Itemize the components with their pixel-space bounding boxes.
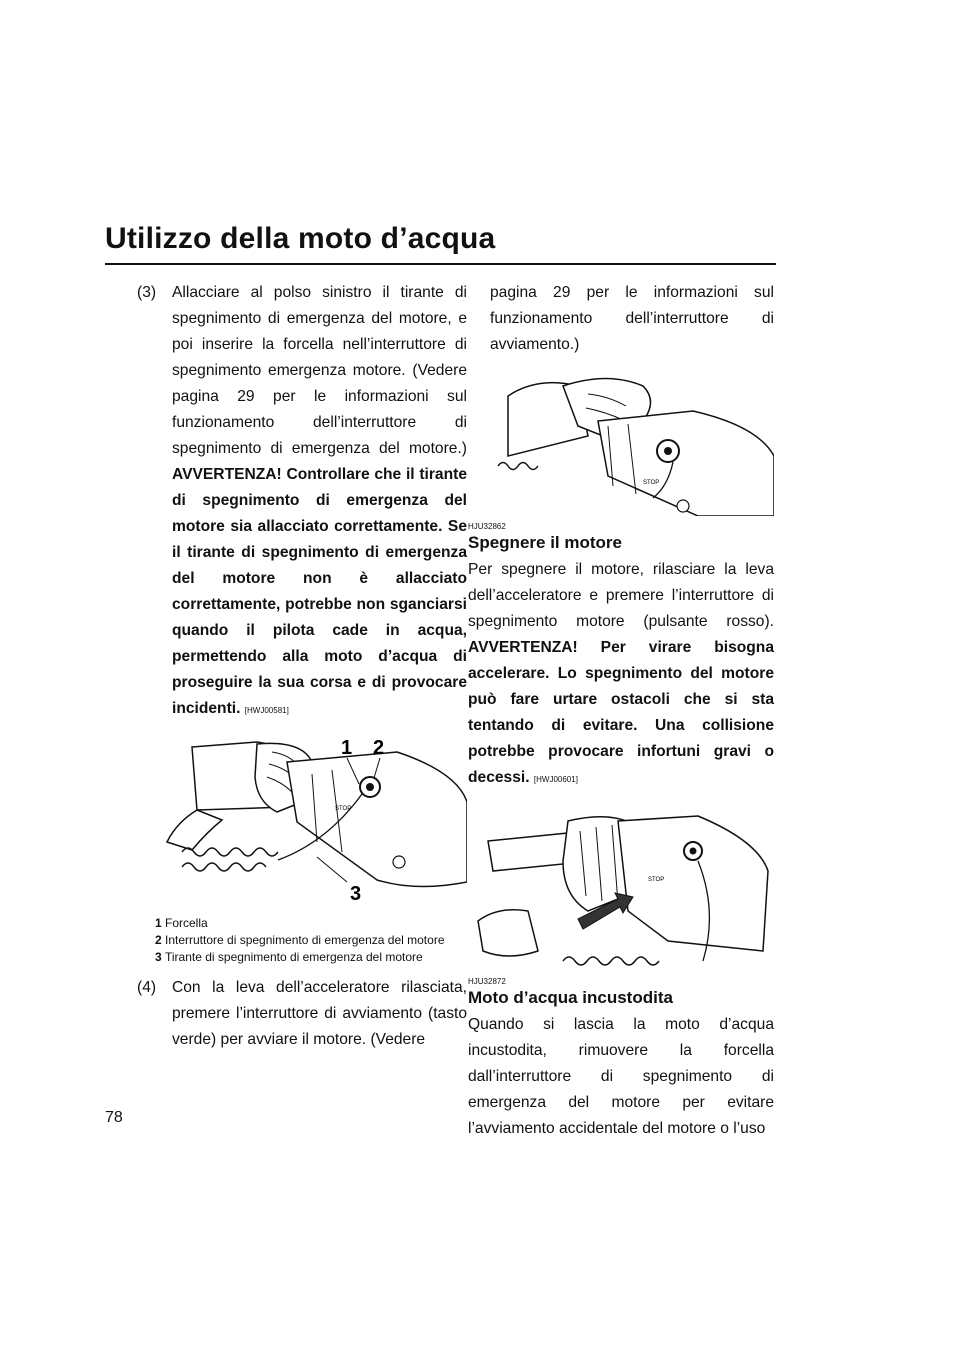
stop-label: STOP xyxy=(643,480,660,486)
coiled-cord xyxy=(498,463,538,470)
legend-item: 1 Forcella xyxy=(155,916,208,930)
callout-3: 3 xyxy=(350,883,362,905)
section-2-text: Quando si lascia la moto d’acqua incustodita, rimuovere la forcella dall’interruttore di spegnimento di emergenza del motore per evitare l’avviamento accidentale del motore o l’uso xyxy=(468,1016,774,1137)
page-number: 78 xyxy=(105,1109,123,1126)
figure-engine-shutoff-cord xyxy=(137,732,467,912)
stop-label: STOP xyxy=(335,806,352,812)
section-title-unattended: Moto d’acqua incustodita xyxy=(468,988,673,1007)
legend-item: 3 Tirante di spegnimento di emergenza del motore xyxy=(155,950,423,964)
title-rule xyxy=(105,263,776,265)
section-1-text: Per spegnere il motore, rilasciare la leva dell’acceleratore e premere l’interruttore di spegnimento motore (pulsante rosso). xyxy=(468,561,774,630)
legend-item: 2 Interruttore di spegnimento di emergenza del motore xyxy=(155,933,445,947)
coiled-cord xyxy=(182,848,278,856)
step-3-text: Allacciare al polso sinistro il tirante di spegnimento di emergenza del motore, e poi inserire la forcella nell’interruttore di spegnimento emergenza motore. (Vedere pagina 29 per le informazioni sul funzionamento dell’interruttore di spegnimento di emergenza del motore.) xyxy=(172,284,467,457)
step-3-warning-code: [HWJ00581] xyxy=(244,706,289,715)
handlebar-housing xyxy=(287,752,467,887)
step-3-number: (3) xyxy=(137,284,157,301)
step-4-number: (4) xyxy=(137,979,157,996)
section-1-warning-code: [HWJ00601] xyxy=(533,775,578,784)
right-column xyxy=(468,280,774,1142)
figure-start-button xyxy=(468,366,774,516)
step-3 xyxy=(137,280,467,724)
section-1-body xyxy=(468,557,774,793)
wrist-strap xyxy=(478,910,538,956)
step-4-text: Con la leva dell’acceleratore rilasciata, premere l’interruttore di avviamento (tasto verde) per avviare il motore. (Vedere xyxy=(172,979,467,1048)
section-1-warning: AVVERTENZA! Per virare bisogna accelerare. Lo spegnimento del motore può fare urtare ostacoli che si sta tentando di evitare. Una collisione potrebbe provocare infortuni gravi o decessi. xyxy=(468,639,774,786)
section-title-stop-engine: Spegnere il motore xyxy=(468,533,622,552)
step-3-warning: AVVERTENZA! Controllare che il tirante di spegnimento di emergenza del motore sia allacciato correttamente. Se il tirante di spegnimento di emergenza del motore non è allacciato correttamente, potrebbe non sganciarsi quando il pilota cade in acqua, permettendo alla moto d’acqua di proseguire la sua corsa e di provocare incidenti. xyxy=(172,466,467,717)
callout-1: 1 xyxy=(341,737,353,759)
left-column xyxy=(137,280,467,1053)
figure-legend xyxy=(137,916,467,965)
section-code: HJU32862 xyxy=(468,522,506,531)
figure-stop-button xyxy=(468,801,774,971)
step-4-continuation: pagina 29 per le informazioni sul funzionamento dell’interruttore di avviamento.) xyxy=(490,284,774,353)
callout-2: 2 xyxy=(373,737,385,759)
stop-label: STOP xyxy=(648,877,665,883)
section-code: HJU32872 xyxy=(468,977,506,986)
page-title: Utilizzo della moto d’acqua xyxy=(105,222,496,255)
handlebar-housing xyxy=(618,816,768,951)
wrist-strap xyxy=(167,810,222,850)
step-4 xyxy=(137,975,467,1053)
coiled-cord xyxy=(563,957,659,965)
